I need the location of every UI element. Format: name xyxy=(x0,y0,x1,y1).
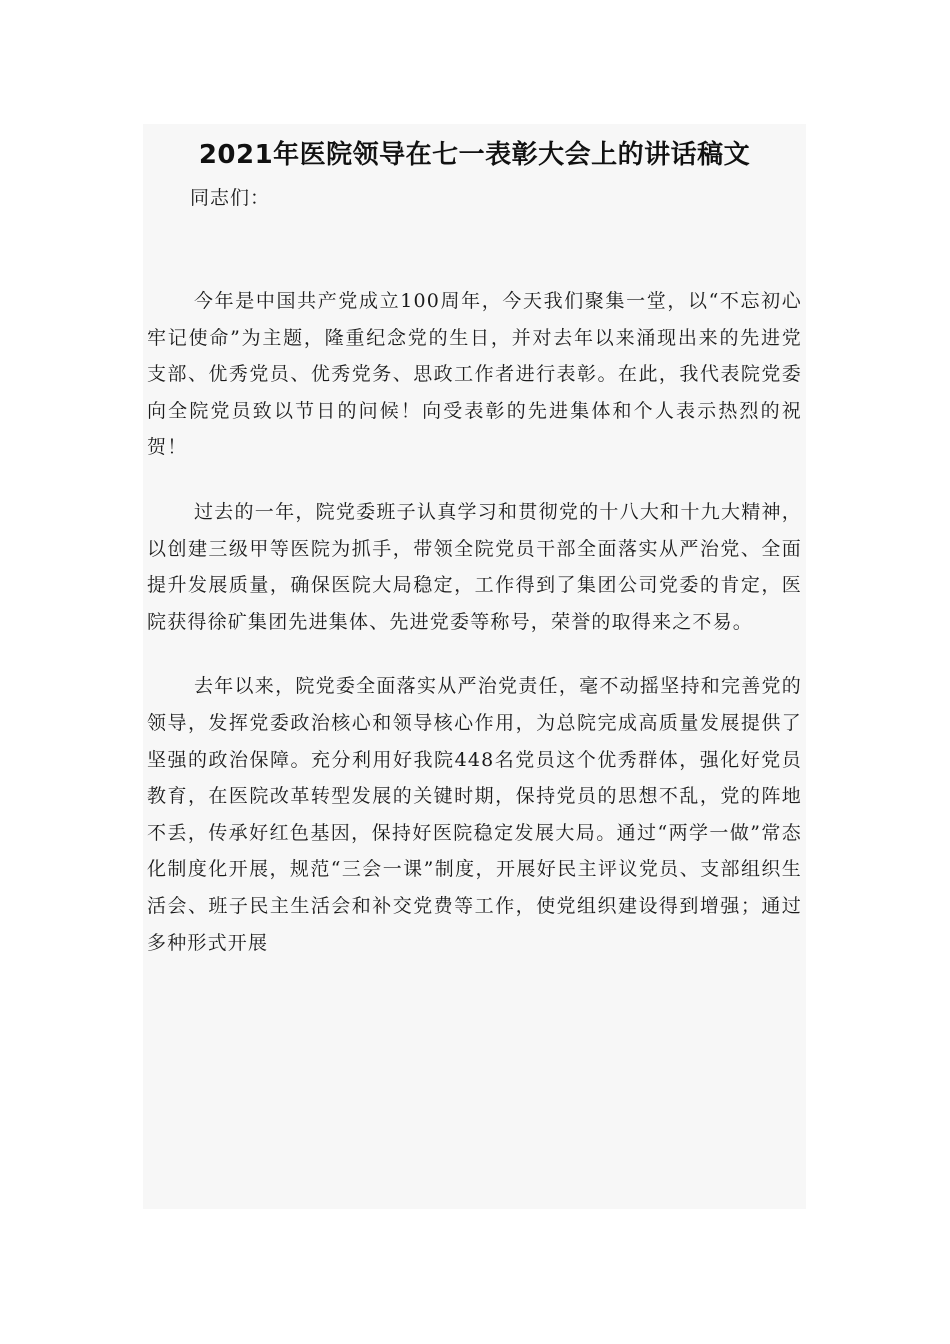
paragraph-2: 过去的一年，院党委班子认真学习和贯彻党的十八大和十九大精神，以创建三级甲等医院为抓手，带领全院党员干部全面落实从严治党、全面提升发展质量，确保医院大局稳定，工作得到了集团公司党委的肯定，医院获得徐矿集团先进集体、先进党委等称号，荣誉的取得来之不易。 xyxy=(147,500,802,633)
paragraph-1: 今年是中国共产党成立100周年，今天我们聚集一堂，以“不忘初心 牢记使命”为主题，隆重纪念党的生日，并对去年以来涌现出来的先进党支部、优秀党员、优秀党务、思政工作者进行表彰。在此，我代表院党委向全院党员致以节日的问候！向受表彰的先进集体和个人表示热烈的祝贺！ xyxy=(147,290,802,459)
document-title: 2021年医院领导在七一表彰大会上的讲话稿文 xyxy=(198,140,751,170)
paragraph-3: 去年以来，院党委全面落实从严治党责任，毫不动摇坚持和完善党的领导，发挥党委政治核心和领导核心作用，为总院完成高质量发展提供了坚强的政治保障。充分利用好我院448名党员这个优秀群体，强化好党员教育，在医院改革转型发展的关键时期，保持党员的思想不乱，党的阵地不丢，传承好红色基因，保持好医院稳定发展大局。通过“两学一做”常态化制度化开展，规范“三会一课”制度，开展好民主评议党员、支部组织生活会、班子民主生活会和补交党费等工作，使党组织建设得到增强；通过多种形式开展 xyxy=(147,675,802,954)
document-body xyxy=(143,283,806,989)
document-page xyxy=(143,124,806,1209)
salutation: 同志们： xyxy=(190,187,271,209)
